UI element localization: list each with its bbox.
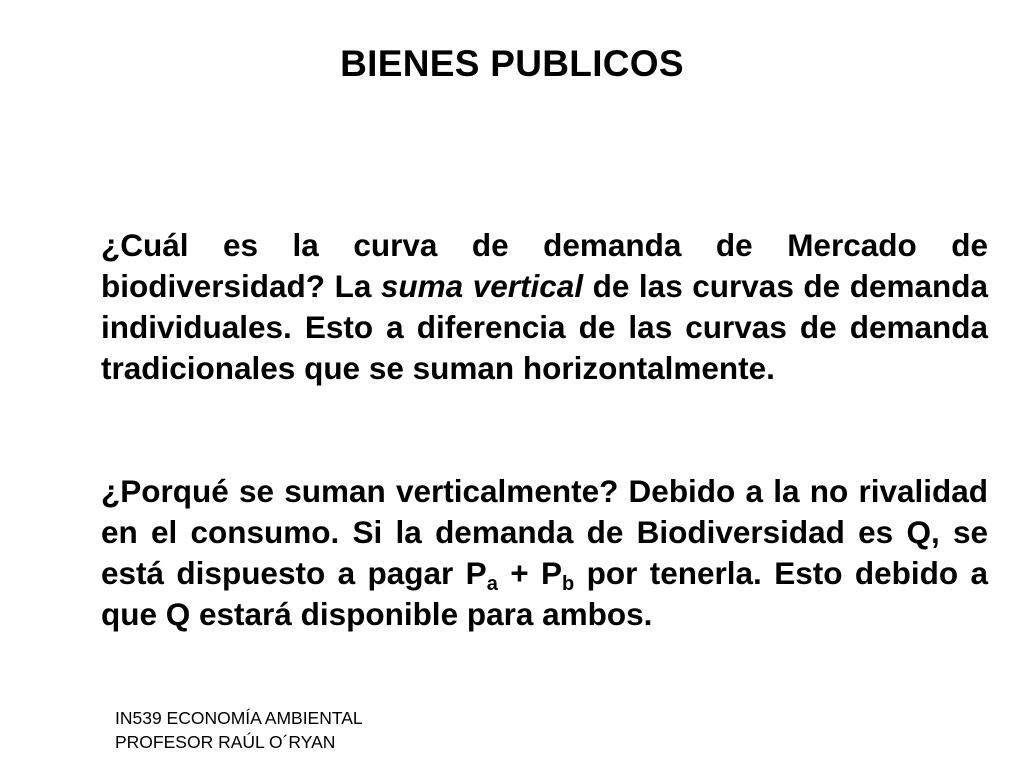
subscript-b: b [562,573,575,595]
footer-course: IN539 ECONOMÍA AMBIENTAL [115,708,363,728]
footer [115,706,363,754]
paragraph-vertical-sum [101,471,988,635]
paragraph1-emphasis: suma vertical [380,268,584,304]
footer-professor: PROFESOR RAÚL O´RYAN [115,732,336,752]
paragraph-demand-curve [101,225,988,389]
plus-p: + P [497,555,563,591]
subscript-a: a [486,573,498,595]
paragraph1-text-start: ¿Cuál es la curva de demanda de Mercado de biodiversidad? La [101,227,988,304]
paragraph2-text-start: ¿Porqué se suman verticalmente? Debido a la no rivalidad en el consumo. Si la demanda de Biodiversidad es Q, se está dispuesto a pagar P [101,473,988,591]
paragraph1-text-end: de las curvas de demanda individuales. Esto a diferencia de las curvas de demanda tradicionales que se suman horizontalmente. [101,268,988,386]
paragraph2-text-end: por tenerla. Esto debido a que Q estará disponible para ambos. [101,555,988,632]
slide-title: BIENES PUBLICOS [340,43,684,84]
